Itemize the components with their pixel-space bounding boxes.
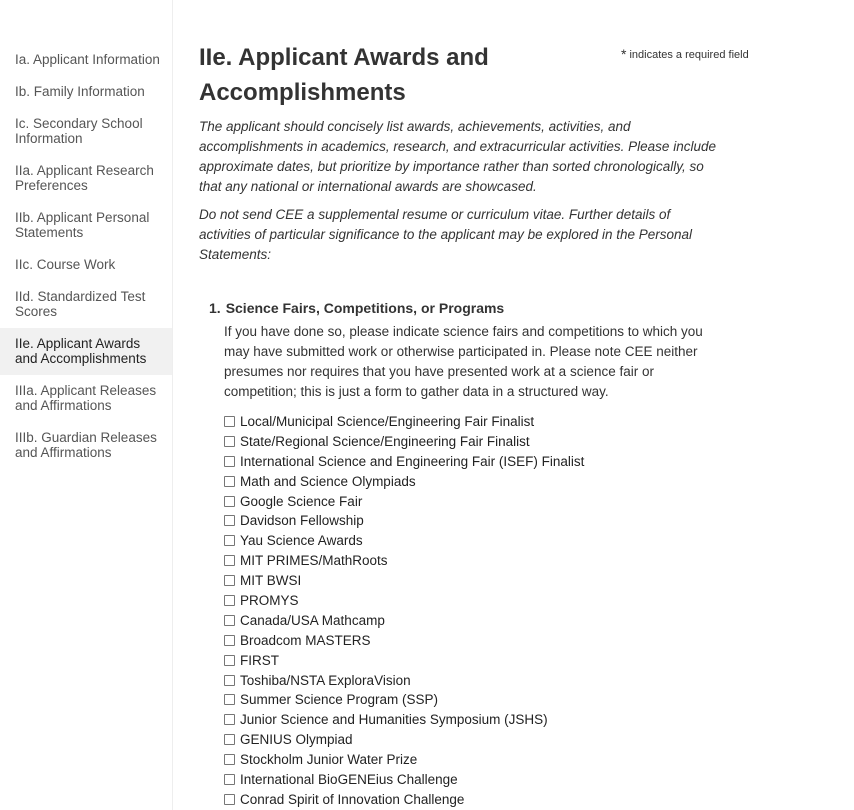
- option-jshs[interactable]: [224, 710, 729, 730]
- option-mit-primes[interactable]: [224, 551, 729, 571]
- checkbox[interactable]: [224, 694, 235, 705]
- checkbox[interactable]: [224, 655, 235, 666]
- option-olympiads[interactable]: [224, 472, 729, 492]
- checkbox[interactable]: [224, 615, 235, 626]
- option-exploravision[interactable]: [224, 671, 729, 691]
- page-title: IIe. Applicant Awards and Accomplishments: [199, 44, 489, 106]
- sidebar-item-awards-accomplishments[interactable]: IIe. Applicant Awards and Accomplishments: [0, 328, 172, 375]
- option-label[interactable]: Toshiba/NSTA ExploraVision: [240, 672, 411, 688]
- sidebar-item-research-preferences[interactable]: IIa. Applicant Research Preferences: [15, 163, 154, 193]
- option-davidson-fellowship[interactable]: [224, 511, 729, 531]
- checkbox[interactable]: [224, 535, 235, 546]
- checkbox[interactable]: [224, 595, 235, 606]
- option-yau-science-awards[interactable]: [224, 531, 729, 551]
- option-first[interactable]: [224, 651, 729, 671]
- option-mit-bwsi[interactable]: [224, 571, 729, 591]
- checkbox[interactable]: [224, 476, 235, 487]
- section-sidebar: [0, 0, 173, 810]
- sidebar-item-standardized-test-scores[interactable]: IId. Standardized Test Scores: [15, 289, 146, 319]
- sidebar-item-applicant-releases[interactable]: IIIa. Applicant Releases and Affirmations: [15, 383, 157, 413]
- required-star-icon: *: [621, 46, 627, 62]
- option-label[interactable]: MIT BWSI: [240, 573, 302, 589]
- checkbox[interactable]: [224, 675, 235, 686]
- option-label[interactable]: International BioGENEius Challenge: [240, 772, 458, 788]
- option-label[interactable]: MIT PRIMES/MathRoots: [240, 553, 388, 569]
- option-mathcamp[interactable]: [224, 611, 729, 631]
- sidebar-item-applicant-information[interactable]: Ia. Applicant Information: [15, 52, 160, 67]
- checkbox[interactable]: [224, 456, 235, 467]
- option-broadcom-masters[interactable]: [224, 631, 729, 651]
- option-label[interactable]: Broadcom MASTERS: [240, 632, 371, 648]
- checkbox[interactable]: [224, 575, 235, 586]
- option-local-fair[interactable]: [224, 412, 729, 432]
- option-label[interactable]: Junior Science and Humanities Symposium (JSHS): [240, 712, 548, 728]
- option-label[interactable]: Local/Municipal Science/Engineering Fair Finalist: [240, 414, 535, 429]
- checkbox[interactable]: [224, 515, 235, 526]
- sidebar-item-secondary-school-information[interactable]: Ic. Secondary School Information: [15, 116, 143, 146]
- checkbox[interactable]: [224, 794, 235, 805]
- option-promys[interactable]: [224, 591, 729, 611]
- option-label[interactable]: Canada/USA Mathcamp: [240, 612, 385, 628]
- intro-paragraph-1: The applicant should concisely list awards, achievements, activities, and accomplishments in academics, research, and extracurricular activities. Please include approximate dates, but prioritize by importance rather than sorted chronologically, so that any national or international awards are showcased.: [199, 119, 716, 194]
- option-stockholm-water-prize[interactable]: [224, 750, 729, 770]
- question-title-text: Science Fairs, Competitions, or Programs: [225, 300, 505, 316]
- required-field-note: [621, 46, 749, 62]
- option-genius-olympiad[interactable]: [224, 730, 729, 750]
- option-label[interactable]: Math and Science Olympiads: [240, 473, 416, 489]
- option-label[interactable]: Summer Science Program (SSP): [240, 692, 439, 708]
- question-science-fairs: [209, 299, 729, 810]
- option-label[interactable]: Conrad Spirit of Innovation Challenge: [240, 791, 465, 807]
- option-label[interactable]: Davidson Fellowship: [240, 513, 364, 529]
- option-label[interactable]: Google Science Fair: [240, 493, 363, 509]
- checkbox[interactable]: [224, 774, 235, 785]
- option-ssp[interactable]: [224, 690, 729, 710]
- sidebar-item-guardian-releases[interactable]: IIIb. Guardian Releases and Affirmations: [15, 430, 157, 460]
- option-label[interactable]: FIRST: [240, 652, 279, 668]
- option-state-fair[interactable]: [224, 432, 729, 452]
- checkbox-list: [224, 412, 729, 810]
- option-isef[interactable]: [224, 452, 729, 472]
- checkbox[interactable]: [224, 555, 235, 566]
- option-label[interactable]: Stockholm Junior Water Prize: [240, 752, 418, 768]
- intro-instructions: [199, 117, 719, 273]
- option-google-science-fair[interactable]: [224, 492, 729, 512]
- sidebar-item-course-work[interactable]: IIc. Course Work: [15, 257, 116, 272]
- required-note-text: indicates a required field: [629, 49, 749, 61]
- option-label[interactable]: PROMYS: [240, 593, 299, 609]
- checkbox[interactable]: [224, 754, 235, 765]
- sidebar-item-personal-statements[interactable]: IIb. Applicant Personal Statements: [15, 210, 150, 240]
- option-biogeneius[interactable]: [224, 770, 729, 790]
- intro-paragraph-2: Do not send CEE a supplemental resume or curriculum vitae. Further details of activities of particular significance to the applicant may be explored in the Personal Statements:: [199, 207, 693, 262]
- question-title: [209, 299, 729, 317]
- checkbox[interactable]: [224, 734, 235, 745]
- option-label[interactable]: Yau Science Awards: [240, 533, 363, 549]
- checkbox[interactable]: [224, 436, 235, 447]
- checkbox[interactable]: [224, 635, 235, 646]
- option-label[interactable]: State/Regional Science/Engineering Fair Finalist: [240, 433, 530, 449]
- option-label[interactable]: GENIUS Olympiad: [240, 732, 353, 748]
- checkbox[interactable]: [224, 714, 235, 725]
- checkbox[interactable]: [224, 416, 235, 427]
- sidebar-item-family-information[interactable]: Ib. Family Information: [15, 84, 145, 99]
- question-number: 1.: [209, 300, 221, 316]
- question-description: If you have done so, please indicate science fairs and competitions to which you may have submitted work or otherwise participated in. Please note CEE neither presumes nor requires that you have presented work at a science fair or competition; this is just a form to gather data in a structured way.: [224, 324, 703, 399]
- option-conrad-challenge[interactable]: [224, 790, 729, 810]
- checkbox[interactable]: [224, 496, 235, 507]
- option-label[interactable]: International Science and Engineering Fair (ISEF) Finalist: [240, 453, 585, 469]
